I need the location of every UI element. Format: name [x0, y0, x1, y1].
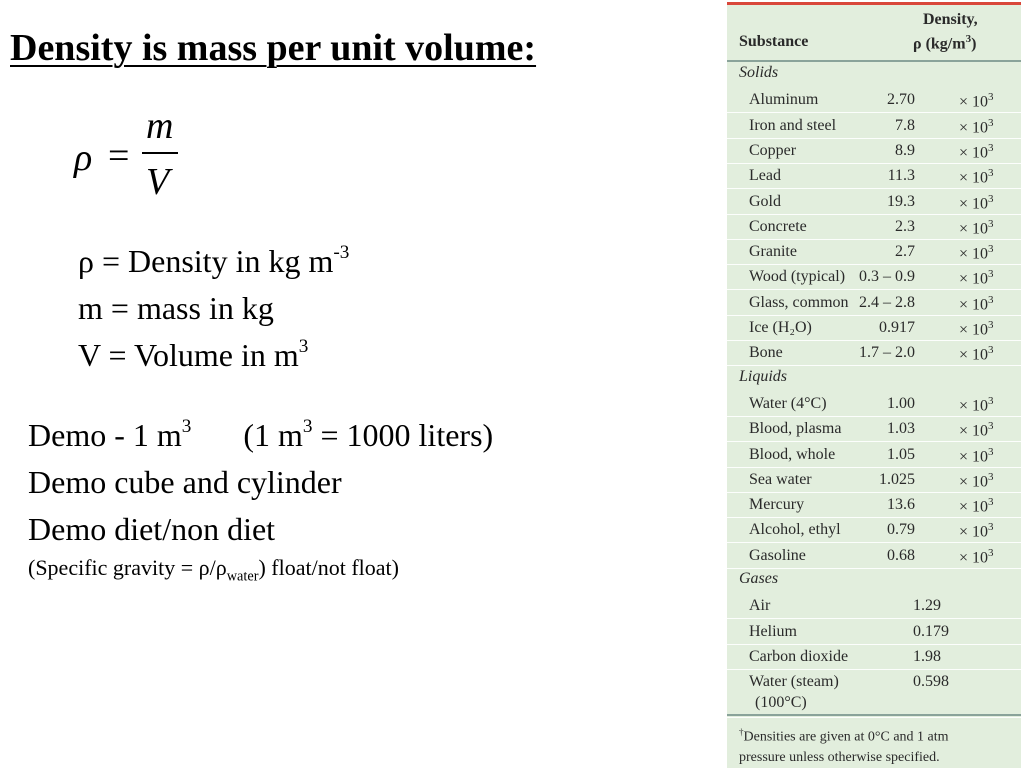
row-separator — [727, 365, 1021, 366]
substance-name: Concrete — [749, 217, 807, 235]
header-rule — [727, 60, 1021, 62]
density-value: 19.3 — [887, 192, 915, 210]
table-row — [727, 341, 1021, 366]
substance-name: Blood, whole — [749, 445, 836, 463]
density-value: 2.7 — [895, 243, 915, 261]
table-footnote — [739, 722, 949, 768]
table-row — [727, 114, 1021, 139]
substance-name: Water (4°C) — [749, 394, 827, 412]
density-multiplier: × $10^3$ — [959, 521, 994, 541]
density-value: 2.70 — [887, 91, 915, 109]
density-value: 0.917 — [879, 319, 915, 336]
density-value: 2.3 — [895, 217, 915, 235]
table-row — [727, 544, 1021, 569]
substance-name: Glass, common — [749, 293, 849, 311]
table-row — [727, 468, 1021, 493]
density-value: 8.9 — [895, 141, 915, 159]
definition-volume: V = Volume in $m^3$ — [78, 336, 309, 373]
fraction-bar — [142, 152, 178, 154]
table-row — [727, 88, 1021, 113]
density-value: 0.79 — [887, 521, 915, 539]
table-row — [727, 620, 1021, 645]
table-row — [727, 291, 1021, 316]
table-row — [727, 594, 1021, 619]
density-value: 1.00 — [887, 394, 915, 412]
table-row — [727, 670, 1021, 718]
header-density: Density, — [923, 11, 978, 28]
footnote-line-2: pressure unless otherwise specified. — [739, 749, 940, 765]
density-formula — [74, 104, 194, 204]
table-row — [727, 164, 1021, 189]
formula-equals: = — [108, 135, 130, 177]
substance-name: Lead — [749, 167, 781, 185]
definition-mass: m = mass in kg — [78, 290, 274, 326]
specific-gravity-note: (Specific gravity = $\rho/\rho_{water}$) float/not float) — [28, 555, 399, 585]
table-row — [727, 265, 1021, 290]
density-multiplier: × $10^3$ — [959, 192, 994, 212]
demo-list — [28, 412, 493, 583]
density-value: 1.05 — [887, 445, 915, 463]
density-multiplier: × $10^3$ — [959, 243, 994, 263]
substance-name: Alcohol, ethyl — [749, 521, 841, 539]
table-row — [727, 215, 1021, 240]
density-value: 1.29 — [913, 597, 941, 615]
section-label-gases: Gases — [739, 570, 779, 587]
density-value: 1.03 — [887, 420, 915, 438]
density-multiplier: × $10^3$ — [959, 470, 994, 491]
substance-name: Ice (H₂O) — [749, 319, 812, 336]
density-multiplier: × $10^3$ — [959, 319, 994, 339]
table-row — [727, 392, 1021, 417]
table-row — [727, 645, 1021, 670]
substance-name: Bone — [749, 344, 783, 362]
table-row — [727, 316, 1021, 341]
table-header — [727, 5, 1021, 60]
substance-name: Wood (typical) — [749, 268, 846, 286]
section-label-liquids: Liquids — [739, 367, 788, 385]
table-row — [727, 518, 1021, 543]
density-multiplier: × $10^3$ — [959, 141, 994, 162]
density-multiplier: × $10^3$ — [959, 394, 994, 415]
table-row — [727, 443, 1021, 468]
substance-name: Sea water — [749, 470, 812, 488]
substance-name: Mercury — [749, 496, 805, 514]
table-row — [727, 139, 1021, 164]
table-row — [727, 493, 1021, 518]
density-value: 11.3 — [887, 167, 915, 185]
table-row — [727, 240, 1021, 265]
density-value: 7.8 — [895, 116, 915, 134]
density-value: 2.4 – 2.8 — [859, 293, 915, 311]
density-multiplier: × $10^3$ — [959, 546, 994, 567]
definitions — [78, 238, 349, 379]
density-multiplier: × $10^3$ — [959, 445, 994, 465]
density-multiplier: × $10^3$ — [959, 496, 994, 516]
density-multiplier: × $10^3$ — [959, 217, 994, 238]
density-multiplier: × $10^3$ — [959, 420, 994, 440]
substance-name: Gasoline — [749, 546, 806, 564]
density-value: 1.98 — [913, 647, 941, 665]
substance-name: Granite — [749, 243, 797, 261]
substance-name: Water (steam) — [749, 673, 839, 691]
density-multiplier: × $10^3$ — [959, 91, 994, 111]
row-separator — [727, 717, 1021, 718]
density-value: 1.7 – 2.0 — [859, 344, 915, 362]
substance-name: Iron and steel — [749, 116, 837, 134]
substance-name: Copper — [749, 141, 797, 159]
substance-name: Air — [749, 597, 771, 615]
formula-numerator: m — [146, 105, 174, 147]
density-multiplier: × $10^3$ — [959, 268, 994, 288]
formula-rho: ρ — [74, 137, 93, 179]
demo-diet: Demo diet/non diet — [28, 511, 276, 547]
density-value: 0.179 — [913, 622, 949, 640]
slide-title: Density is mass per unit volume: — [10, 27, 537, 69]
table-row — [727, 190, 1021, 215]
density-value: 0.598 — [913, 673, 949, 691]
density-multiplier: × $10^3$ — [959, 344, 994, 364]
row-separator — [727, 568, 1021, 569]
formula-denominator: V — [146, 161, 170, 203]
substance-name: Helium — [749, 622, 797, 640]
table-row — [727, 417, 1021, 442]
demo-cubic-meter: Demo - 1 $m^3$ (1 $m^3 = 1000$ liters) — [28, 416, 494, 453]
density-multiplier: × $10^3$ — [959, 293, 994, 314]
header-density-unit: ρ $(kg/m^3)$ — [913, 33, 977, 53]
footnote-line-1: †Densities are given at 0°C and 1 atm — [739, 727, 949, 745]
density-table — [727, 2, 1021, 768]
substance-name-line2: (100°C) — [755, 694, 807, 712]
density-value: 1.025 — [879, 470, 915, 488]
section-label-solids: Solids — [739, 64, 779, 81]
density-value: 0.68 — [887, 546, 915, 564]
footer-rule — [727, 714, 1021, 716]
definition-density: ρ = Density in kg $m^{-3}$ — [78, 242, 350, 279]
density-multiplier: × $10^3$ — [959, 116, 994, 136]
density-value: 13.6 — [887, 496, 915, 514]
substance-name: Carbon dioxide — [749, 647, 849, 665]
header-substance: Substance — [739, 33, 809, 50]
density-value: 0.3 – 0.9 — [859, 268, 915, 286]
substance-name: Gold — [749, 192, 781, 210]
substance-name: Blood, plasma — [749, 420, 842, 438]
density-multiplier: × $10^3$ — [959, 167, 994, 187]
substance-name: Aluminum — [749, 91, 819, 109]
demo-cube-cylinder: Demo cube and cylinder — [28, 464, 342, 500]
